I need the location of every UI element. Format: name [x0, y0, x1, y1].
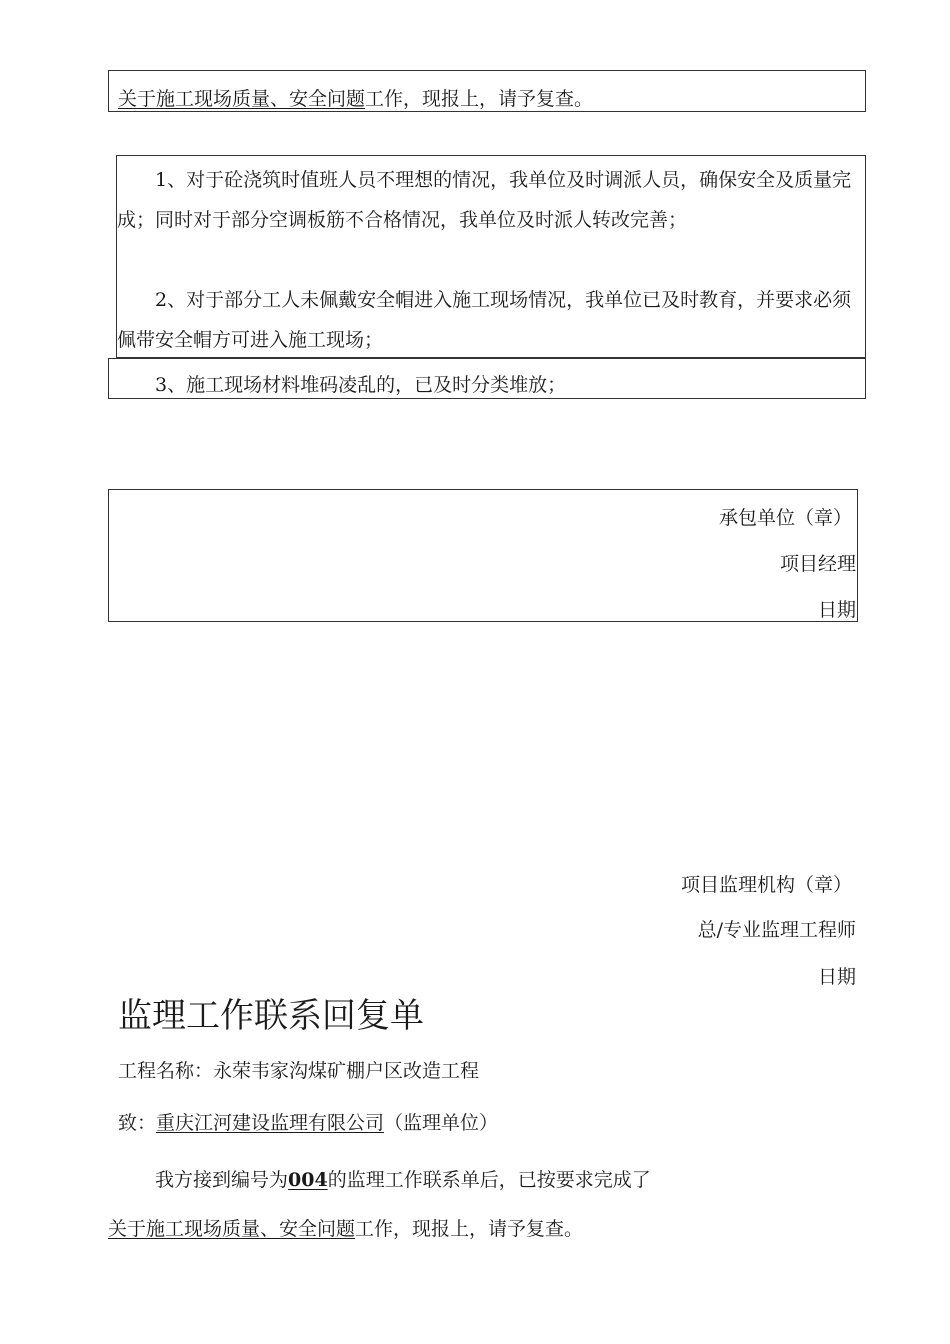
item-2: 2、对于部分工人未佩戴安全帽进入施工现场情况，我单位已及时教育，并要求必须佩带安全帽方可进入施工现场； [117, 289, 852, 351]
project-manager-label: 项目经理 [779, 553, 856, 575]
reply-subject-line [108, 1214, 583, 1241]
body-suffix: 的监理工作联系单后，已按要求完成了 [327, 1169, 651, 1191]
contractor-seal: 承包单位（章） [718, 507, 852, 529]
body-prefix: 我方接到编号为 [155, 1169, 289, 1191]
supervisor-seal: 项目监理机构（章） [680, 874, 852, 896]
recipient-prefix: 致： [118, 1112, 157, 1134]
recipient-suffix: （监理单位） [384, 1112, 499, 1134]
item-3: 3、施工现场材料堆码凌乱的，已及时分类堆放； [155, 374, 567, 396]
recipient-company: 重庆江河建设监理有限公司 [156, 1112, 385, 1134]
reply-title: 监理工作联系回复单 [118, 996, 424, 1036]
supervising-engineer-label: 总/专业监理工程师 [697, 919, 856, 941]
subject-suffix: 工作，现报上，请予复查。 [365, 88, 594, 110]
supervisor-date-label: 日期 [817, 966, 856, 988]
contact-number: 004 [288, 1169, 328, 1191]
reply-subject-underlined: 关于施工现场质量、安全问题 [108, 1218, 356, 1240]
item-1: 1、对于砼浇筑时值班人员不理想的情况，我单位及时调派人员，确保安全及质量完成；同时对于部分空调板筋不合格情况，我单位及时派人转改完善； [117, 169, 852, 231]
reply-subject-suffix: 工作，现报上，请予复查。 [355, 1218, 584, 1240]
subject-row-text [118, 84, 593, 111]
project-name-line: 工程名称：永荣韦家沟煤矿棚户区改造工程 [118, 1060, 480, 1082]
reply-body-line [155, 1165, 651, 1192]
contractor-date-label: 日期 [817, 599, 856, 621]
subject-underlined: 关于施工现场质量、安全问题 [118, 88, 366, 110]
recipient-line [118, 1108, 498, 1135]
